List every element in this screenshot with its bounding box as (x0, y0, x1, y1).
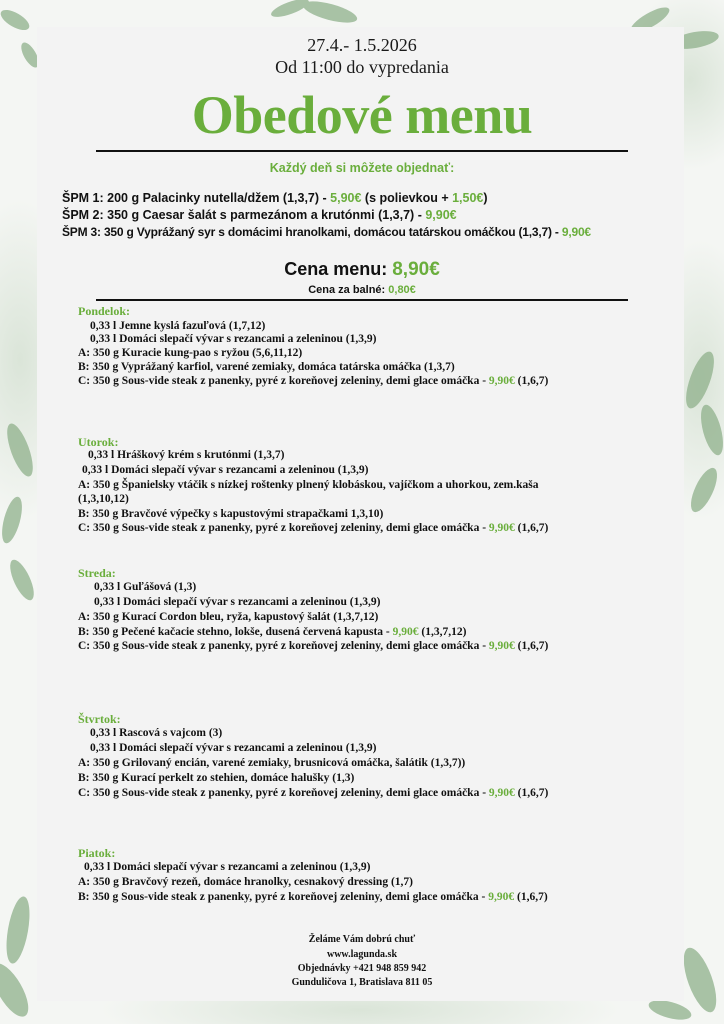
menu-line: A: 350 g Grilovaný encián, varené zemiaky, brusnicová omáčka, šalátik (1,3,7)) (78, 757, 466, 769)
item-price: 9,90€ (488, 375, 515, 387)
menu-line: C: 350 g Sous-vide steak z panenky, pyré z koreňovej zeleniny, demi glace omáčka - 9,90€ (1,6,7) (78, 375, 549, 387)
divider (96, 150, 628, 152)
item-price: 9,90€ (488, 891, 515, 903)
special-1: ŠPM 1: 200 g Palacinky nutella/džem (1,3,7) - 5,90€ (s polievkou + 1,50€) (62, 191, 488, 205)
menu-line: A: 350 g Kuracie kung-pao s ryžou (5,6,11,12) (78, 347, 303, 359)
box-price-value: 0,80€ (388, 284, 416, 296)
box-price: Cena za balné: 0,80€ (308, 284, 416, 296)
menu-line: B: 350 g Sous-vide steak z panenky, pyré z koreňovej zeleniny, demi glace omáčka - 9,90€ (1,6,7) (78, 891, 548, 903)
menu-price: Cena menu: 8,90€ (284, 259, 440, 280)
order-note: Každý deň si môžete objednať: (269, 161, 455, 175)
menu-line: C: 350 g Sous-vide steak z panenky, pyré z koreňovej zeleniny, demi glace omáčka - 9,90€ (1,6,7) (78, 522, 549, 534)
day-tuesday: Utorok: (78, 435, 119, 449)
menu-line: 0,33 l Rascová s vajcom (3) (90, 727, 223, 739)
date-range: 27.4.- 1.5.2026 (307, 35, 417, 55)
menu-line: B: 350 g Pečené kačacie stehno, lokše, dusená červená kapusta - 9,90€ (1,3,7,12) (78, 626, 467, 638)
special-2-price: 9,90€ (425, 208, 457, 222)
menu-line: A: 350 g Španielsky vtáčik s nízkej roštenky plnený klobáskou, vajíčkom a uhorkou, zem.kaša (78, 479, 539, 491)
item-price: 9,90€ (488, 522, 515, 534)
menu-line: C: 350 g Sous-vide steak z panenky, pyré z koreňovej zeleniny, demi glace omáčka - 9,90€ (1,6,7) (78, 787, 549, 799)
menu-line: A: 350 g Kurací Cordon bleu, ryža, kapustový šalát (1,3,7,12) (78, 611, 379, 623)
menu-line: C: 350 g Sous-vide steak z panenky, pyré z koreňovej zeleniny, demi glace omáčka - 9,90€ (1,6,7) (78, 640, 549, 652)
special-1-price: 5,90€ (330, 191, 362, 205)
day-friday: Piatok: (78, 846, 116, 860)
divider (96, 299, 628, 301)
special-3: ŠPM 3: 350 g Vyprážaný syr s domácimi hranolkami, domácou tatárskou omáčkou (1,3,7) - 9,90€ (62, 225, 591, 239)
menu-line: (1,3,10,12) (78, 493, 129, 505)
footer-wish: Želáme Vám dobrú chuť (308, 934, 416, 945)
page-title: Obedové menu (191, 85, 533, 145)
menu-line: A: 350 g Bravčový rezeň, domáce hranolky, cesnakový dressing (1,7) (78, 876, 413, 888)
special-3-price: 9,90€ (561, 225, 591, 239)
menu-price-value: 8,90€ (392, 259, 440, 280)
menu-line: 0,33 l Domáci slepačí vývar s rezancami a zeleninou (1,3,9) (90, 333, 377, 345)
footer-website[interactable]: www.lagunda.sk (326, 949, 398, 960)
day-monday: Pondelok: (78, 304, 131, 318)
menu-line: B: 350 g Bravčové výpečky s kapustovými strapačkami 1,3,10) (78, 508, 384, 520)
day-thursday: Štvrtok: (78, 712, 121, 726)
footer-phone: Objednávky +421 948 859 942 (297, 963, 427, 974)
item-price: 9,90€ (488, 640, 515, 652)
menu-line: 0,33 l Domáci slepačí vývar s rezancami a zeleninou (1,3,9) (90, 742, 377, 754)
special-2: ŠPM 2: 350 g Caesar šalát s parmezánom a krutónmi (1,3,7) - 9,90€ (62, 208, 457, 222)
item-price: 9,90€ (392, 626, 419, 638)
special-1-extra-price: 1,50€ (452, 191, 484, 205)
menu-line: 0,33 l Domáci slepačí vývar s rezancami a zeleninou (1,3,9) (84, 861, 371, 873)
footer-address: Gunduličova 1, Bratislava 811 05 (291, 977, 433, 988)
day-wednesday: Streda: (78, 566, 116, 580)
item-price: 9,90€ (488, 787, 515, 799)
opening-hours: Od 11:00 do vypredania (275, 57, 449, 77)
menu-line: 0,33 l Guľášová (1,3) (94, 581, 197, 593)
menu-line: 0,33 l Domáci slepačí vývar s rezancami a zeleninou (1,3,9) (82, 464, 369, 476)
menu-line: B: 350 g Kurací perkelt zo stehien, domáce halušky (1,3) (78, 772, 355, 784)
menu-line: 0,33 l Jemne kyslá fazuľová (1,7,12) (90, 320, 266, 332)
menu-line: 0,33 l Hráškový krém s krutónmi (1,3,7) (88, 449, 285, 461)
menu-line: B: 350 g Vyprážaný karfiol, varené zemiaky, domáca tatárska omáčka (1,3,7) (78, 361, 455, 373)
menu-line: 0,33 l Domáci slepačí vývar s rezancami a zeleninou (1,3,9) (94, 596, 381, 608)
